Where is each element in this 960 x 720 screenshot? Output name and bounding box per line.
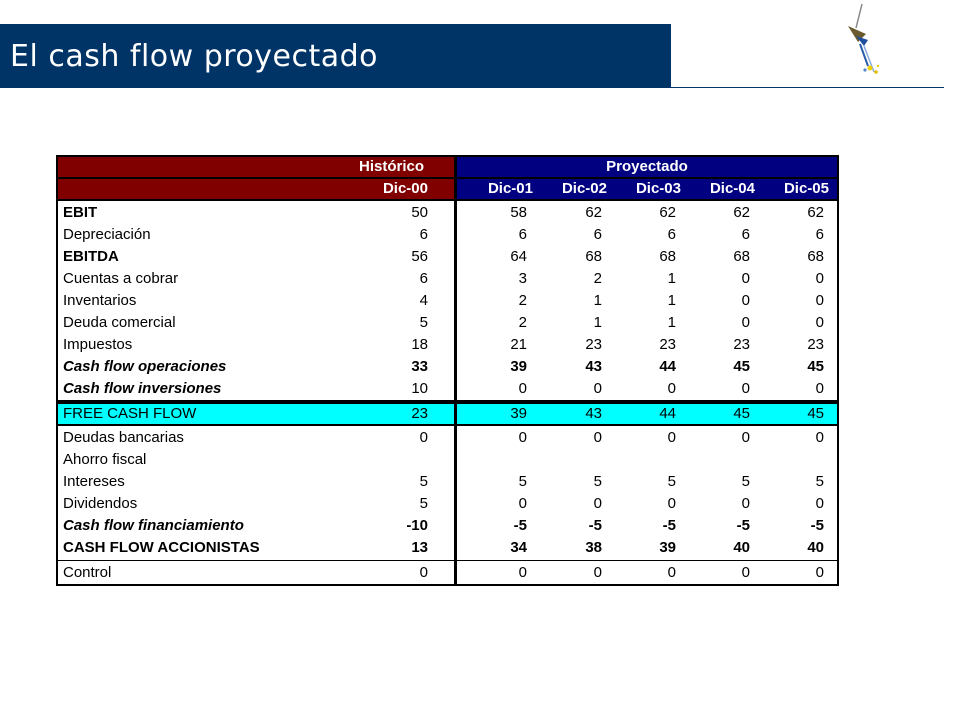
value-cell-dic-05 bbox=[763, 450, 837, 470]
value-cell-dic-01: 5 bbox=[457, 472, 541, 492]
row-label: FREE CASH FLOW bbox=[63, 405, 197, 422]
value-cell-dic-02: 6 bbox=[541, 225, 615, 245]
value-cell-dic-01: 0 bbox=[457, 428, 541, 448]
value-cell-dic-00: 6 bbox=[58, 225, 454, 245]
row-label: Impuestos bbox=[63, 336, 133, 353]
value-cell-dic-01 bbox=[457, 450, 541, 470]
value-cell-dic-02 bbox=[541, 450, 615, 470]
value-cell-dic-04: 0 bbox=[689, 563, 763, 583]
value-cell-dic-03: 0 bbox=[615, 379, 689, 399]
value-cell-dic-04: 0 bbox=[689, 313, 763, 333]
value-cell-dic-02: 0 bbox=[541, 428, 615, 448]
value-cell-dic-02: 5 bbox=[541, 472, 615, 492]
value-cell-dic-00: 50 bbox=[58, 203, 454, 223]
column-header-dic-02: Dic-02 bbox=[541, 179, 615, 199]
value-cell-dic-02: 68 bbox=[541, 247, 615, 267]
row-label: Deudas bancarias bbox=[63, 429, 184, 446]
row-label: Ahorro fiscal bbox=[63, 451, 147, 468]
row-label: Cuentas a cobrar bbox=[63, 270, 179, 287]
value-cell-dic-05: 6 bbox=[763, 225, 837, 245]
value-cell-dic-03: 0 bbox=[615, 494, 689, 514]
value-cell-dic-03 bbox=[615, 450, 689, 470]
value-cell-dic-04 bbox=[689, 450, 763, 470]
value-cell-dic-02: 1 bbox=[541, 313, 615, 333]
column-header-dic-03: Dic-03 bbox=[615, 179, 689, 199]
value-cell-dic-01: 39 bbox=[457, 404, 541, 424]
value-cell-dic-00: 13 bbox=[58, 538, 454, 558]
value-cell-dic-00: 5 bbox=[58, 494, 454, 514]
row-label: Intereses bbox=[63, 473, 125, 490]
value-cell-dic-05: 45 bbox=[763, 357, 837, 377]
value-cell-dic-03: -5 bbox=[615, 516, 689, 536]
value-cell-dic-05: 0 bbox=[763, 563, 837, 583]
pen-nib-logo-icon bbox=[834, 2, 884, 80]
value-cell-dic-00: 5 bbox=[58, 472, 454, 492]
value-cell-dic-03: 39 bbox=[615, 538, 689, 558]
row-label: Control bbox=[63, 564, 112, 581]
value-cell-dic-01: 0 bbox=[457, 563, 541, 583]
value-cell-dic-05: 5 bbox=[763, 472, 837, 492]
value-cell-dic-01: 39 bbox=[457, 357, 541, 377]
value-cell-dic-04: 40 bbox=[689, 538, 763, 558]
value-cell-dic-04: -5 bbox=[689, 516, 763, 536]
value-cell-dic-03: 1 bbox=[615, 291, 689, 311]
value-cell-dic-05: 0 bbox=[763, 428, 837, 448]
slide-title-bar bbox=[0, 24, 671, 88]
row-label: Cash flow inversiones bbox=[63, 380, 222, 397]
value-cell-dic-00: 23 bbox=[58, 404, 454, 424]
value-cell-dic-05: 68 bbox=[763, 247, 837, 267]
value-cell-dic-05: 0 bbox=[763, 494, 837, 514]
row-label: CASH FLOW ACCIONISTAS bbox=[63, 539, 260, 556]
value-cell-dic-04: 45 bbox=[689, 404, 763, 424]
value-cell-dic-00: 5 bbox=[58, 313, 454, 333]
value-cell-dic-01: 34 bbox=[457, 538, 541, 558]
value-cell-dic-04: 5 bbox=[689, 472, 763, 492]
projected-group-header: Proyectado bbox=[457, 157, 837, 177]
value-cell-dic-00: 0 bbox=[58, 563, 454, 583]
value-cell-dic-04: 45 bbox=[689, 357, 763, 377]
value-cell-dic-05: 45 bbox=[763, 404, 837, 424]
value-cell-dic-01: 0 bbox=[457, 494, 541, 514]
row-label: Cash flow operaciones bbox=[63, 358, 227, 375]
value-cell-dic-00: -10 bbox=[58, 516, 454, 536]
value-cell-dic-00: 0 bbox=[58, 428, 454, 448]
value-cell-dic-05: 0 bbox=[763, 269, 837, 289]
value-cell-dic-03: 6 bbox=[615, 225, 689, 245]
value-cell-dic-00: 18 bbox=[58, 335, 454, 355]
value-cell-dic-04: 0 bbox=[689, 494, 763, 514]
column-header-dic-00: Dic-00 bbox=[58, 179, 454, 199]
row-label: Deuda comercial bbox=[63, 314, 176, 331]
value-cell-dic-00: 33 bbox=[58, 357, 454, 377]
value-cell-dic-01: 58 bbox=[457, 203, 541, 223]
value-cell-dic-04: 23 bbox=[689, 335, 763, 355]
value-cell-dic-02: 43 bbox=[541, 357, 615, 377]
column-header-dic-01: Dic-01 bbox=[457, 179, 541, 199]
value-cell-dic-00: 4 bbox=[58, 291, 454, 311]
value-cell-dic-03: 5 bbox=[615, 472, 689, 492]
value-cell-dic-05: 0 bbox=[763, 313, 837, 333]
value-cell-dic-03: 23 bbox=[615, 335, 689, 355]
value-cell-dic-05: 0 bbox=[763, 379, 837, 399]
value-cell-dic-00: 6 bbox=[58, 269, 454, 289]
value-cell-dic-02: 2 bbox=[541, 269, 615, 289]
column-header-dic-05: Dic-05 bbox=[763, 179, 837, 199]
value-cell-dic-03: 68 bbox=[615, 247, 689, 267]
value-cell-dic-00: 56 bbox=[58, 247, 454, 267]
value-cell-dic-03: 62 bbox=[615, 203, 689, 223]
value-cell-dic-04: 6 bbox=[689, 225, 763, 245]
value-cell-dic-02: 0 bbox=[541, 379, 615, 399]
value-cell-dic-02: 23 bbox=[541, 335, 615, 355]
row-label: Inventarios bbox=[63, 292, 137, 309]
value-cell-dic-04: 62 bbox=[689, 203, 763, 223]
value-cell-dic-02: 0 bbox=[541, 494, 615, 514]
value-cell-dic-01: -5 bbox=[457, 516, 541, 536]
row-label: Cash flow financiamiento bbox=[63, 517, 244, 534]
value-cell-dic-01: 21 bbox=[457, 335, 541, 355]
value-cell-dic-03: 1 bbox=[615, 313, 689, 333]
row-label: Depreciación bbox=[63, 226, 151, 243]
value-cell-dic-05: 62 bbox=[763, 203, 837, 223]
value-cell-dic-01: 2 bbox=[457, 313, 541, 333]
value-cell-dic-01: 2 bbox=[457, 291, 541, 311]
value-cell-dic-05: 0 bbox=[763, 291, 837, 311]
value-cell-dic-02: 1 bbox=[541, 291, 615, 311]
value-cell-dic-01: 64 bbox=[457, 247, 541, 267]
value-cell-dic-05: 23 bbox=[763, 335, 837, 355]
value-cell-dic-01: 0 bbox=[457, 379, 541, 399]
value-cell-dic-03: 44 bbox=[615, 404, 689, 424]
value-cell-dic-03: 1 bbox=[615, 269, 689, 289]
value-cell-dic-04: 0 bbox=[689, 269, 763, 289]
value-cell-dic-02: 38 bbox=[541, 538, 615, 558]
value-cell-dic-05: 40 bbox=[763, 538, 837, 558]
value-cell-dic-04: 68 bbox=[689, 247, 763, 267]
value-cell-dic-02: 62 bbox=[541, 203, 615, 223]
row-label: EBIT bbox=[63, 204, 98, 221]
value-cell-dic-05: -5 bbox=[763, 516, 837, 536]
value-cell-dic-04: 0 bbox=[689, 379, 763, 399]
historic-group-header: Histórico bbox=[58, 157, 454, 177]
title-underline bbox=[671, 87, 944, 88]
cash-flow-table bbox=[56, 155, 839, 586]
value-cell-dic-01: 6 bbox=[457, 225, 541, 245]
column-header-dic-04: Dic-04 bbox=[689, 179, 763, 199]
value-cell-dic-02: -5 bbox=[541, 516, 615, 536]
value-cell-dic-00: 10 bbox=[58, 379, 454, 399]
value-cell-dic-02: 0 bbox=[541, 563, 615, 583]
value-cell-dic-04: 0 bbox=[689, 291, 763, 311]
row-label: Dividendos bbox=[63, 495, 138, 512]
value-cell-dic-03: 44 bbox=[615, 357, 689, 377]
slide-title: El cash flow proyectado bbox=[10, 38, 379, 74]
value-cell-dic-03: 0 bbox=[615, 428, 689, 448]
row-label: EBITDA bbox=[63, 248, 119, 265]
value-cell-dic-03: 0 bbox=[615, 563, 689, 583]
value-cell-dic-02: 43 bbox=[541, 404, 615, 424]
value-cell-dic-01: 3 bbox=[457, 269, 541, 289]
value-cell-dic-04: 0 bbox=[689, 428, 763, 448]
